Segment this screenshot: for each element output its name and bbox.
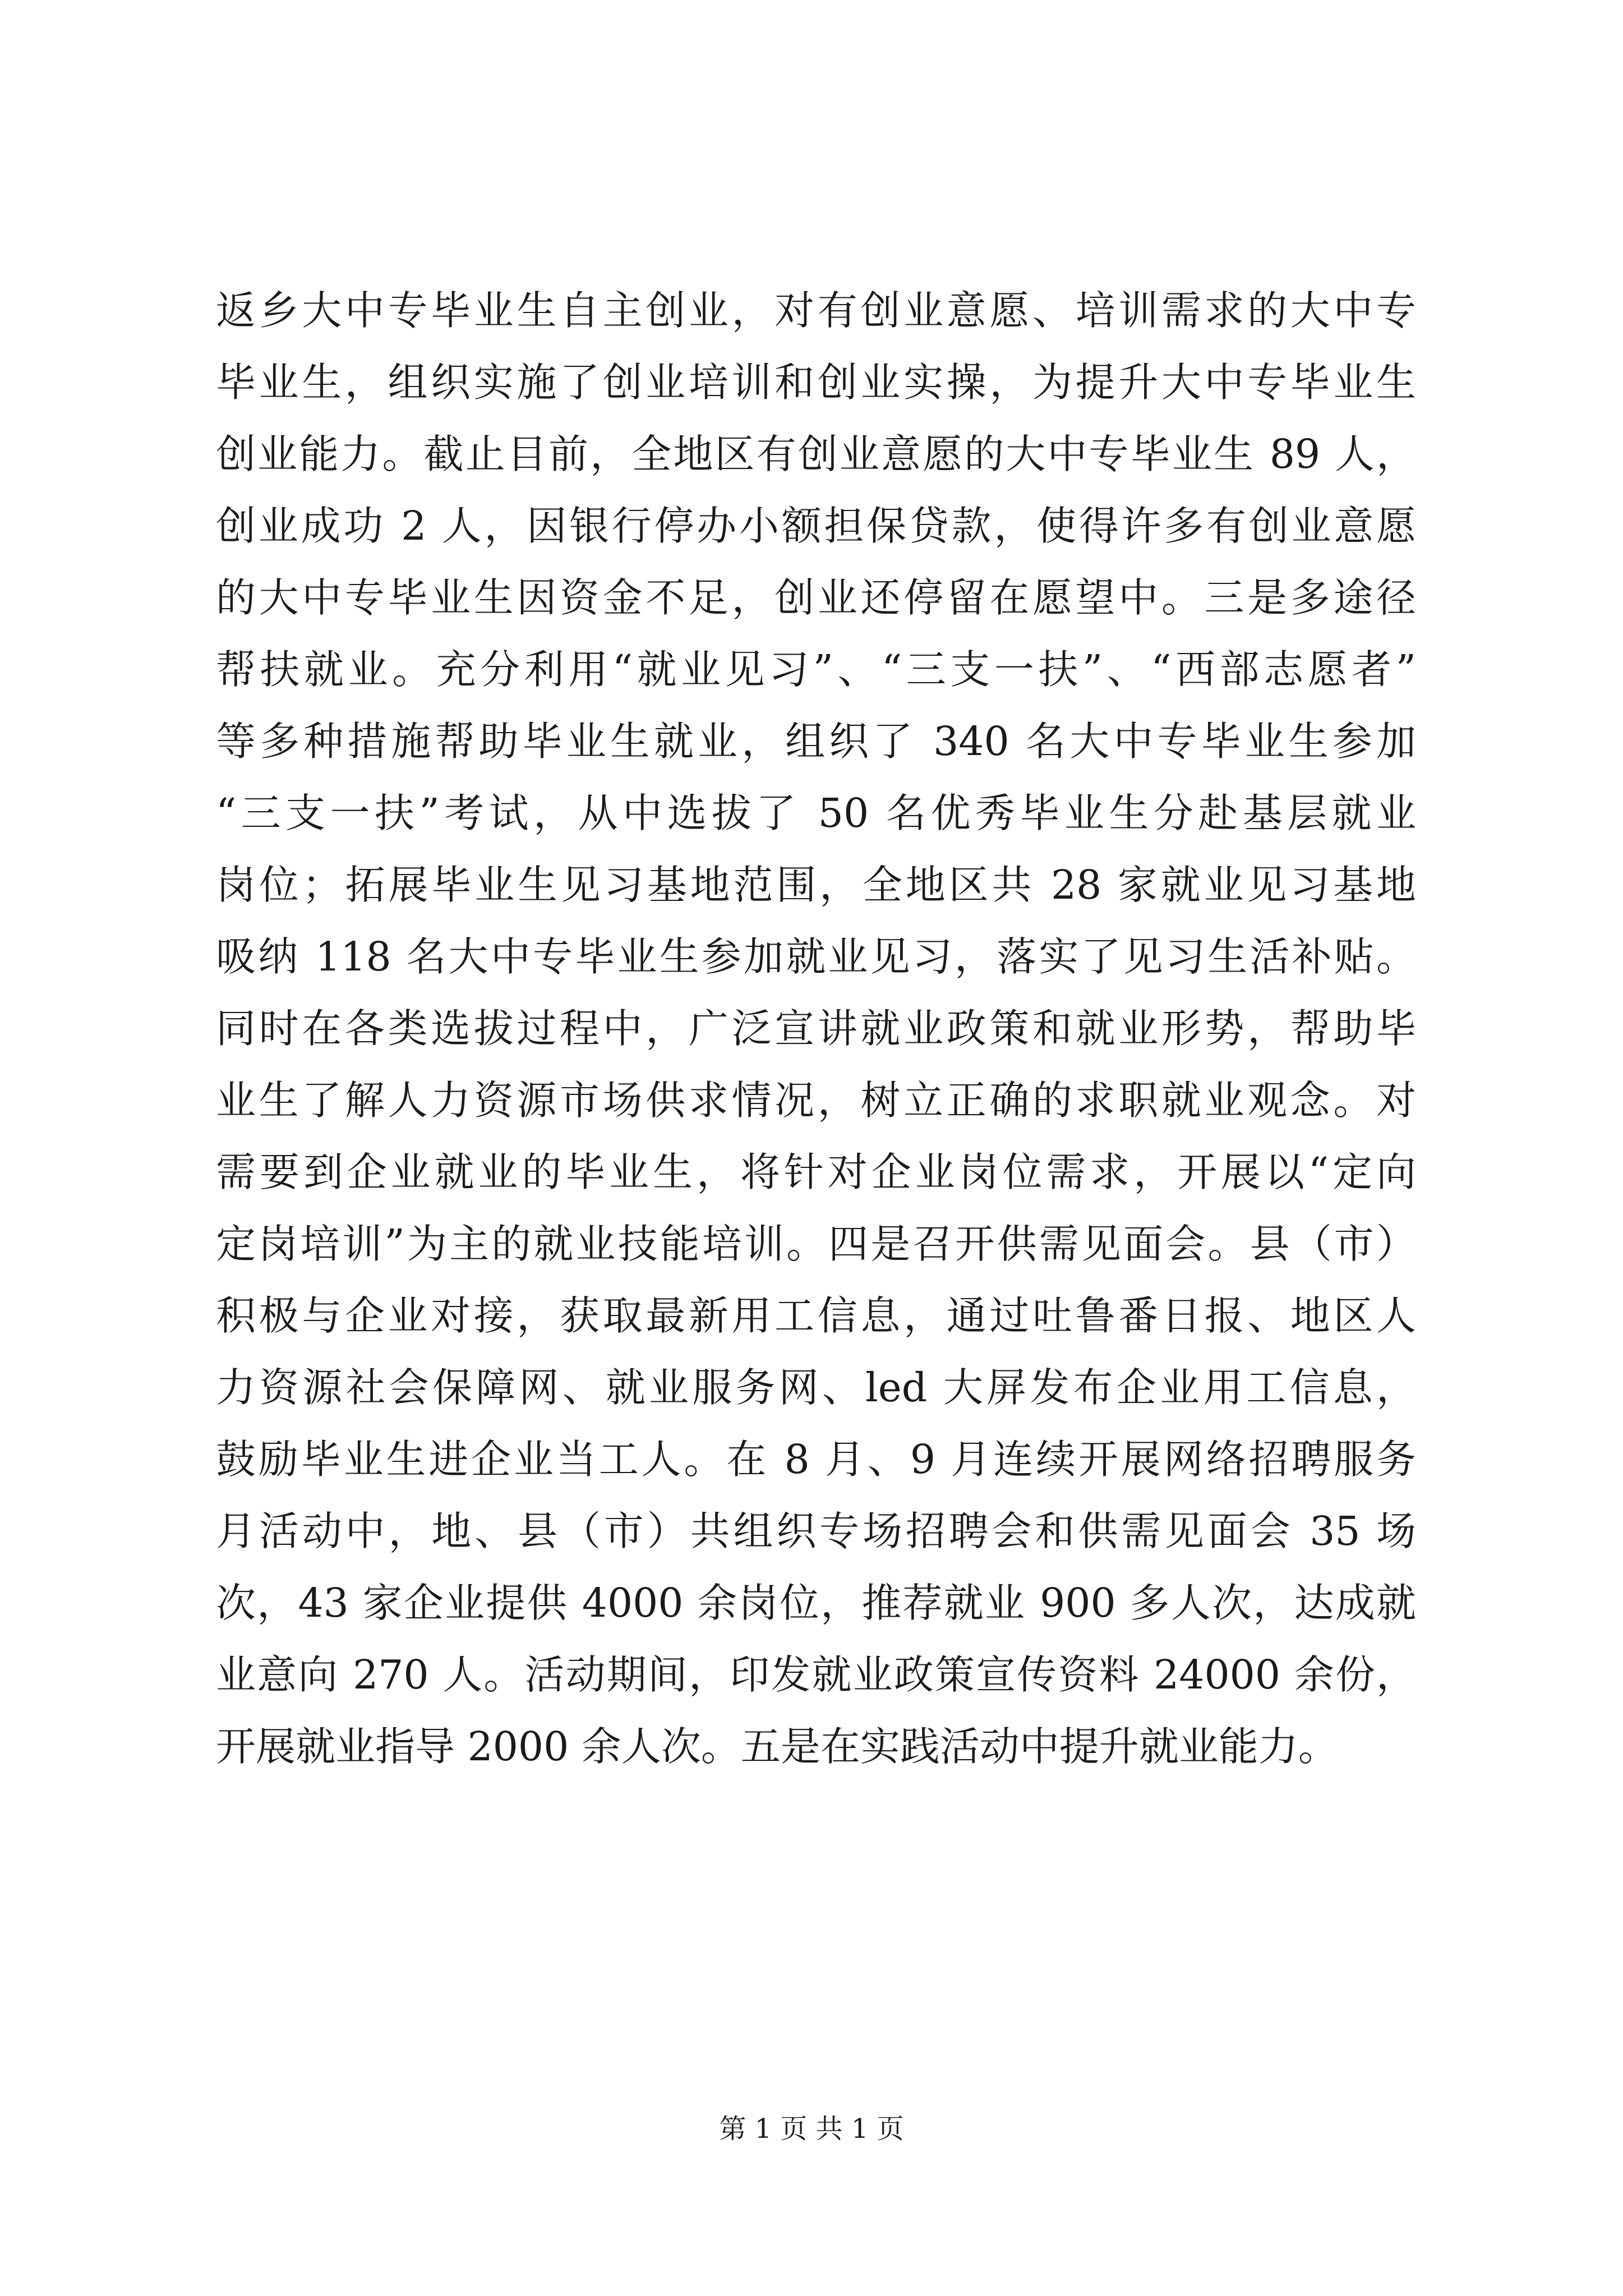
text-line: 力资源社会保障网、就业服务网、led 大屏发布企业用工信息， <box>216 1364 1416 1411</box>
text-line: 月活动中，地、县（市）共组织专场招聘会和供需见面会 35 场 <box>216 1508 1416 1554</box>
text-line: 业生了解人力资源市场供求情况，树立正确的求职就业观念。对 <box>216 1077 1416 1124</box>
text-line: 创业成功 2 人，因银行停办小额担保贷款，使得许多有创业意愿 <box>216 503 1416 549</box>
text-line: 需要到企业就业的毕业生，将针对企业岗位需求，开展以“定向 <box>216 1149 1416 1195</box>
text-line: 岗位；拓展毕业生见习基地范围，全地区共 28 家就业见习基地 <box>216 862 1416 908</box>
text-line: 吸纳 118 名大中专毕业生参加就业见习，落实了见习生活补贴。 <box>216 933 1416 980</box>
text-line: 同时在各类选拔过程中，广泛宣讲就业政策和就业形势，帮助毕 <box>216 1005 1416 1052</box>
text-line: 的大中专毕业生因资金不足，创业还停留在愿望中。三是多途径 <box>216 574 1416 621</box>
text-line: 开展就业指导 2000 余人次。五是在实践活动中提升就业能力。 <box>216 1723 1338 1770</box>
text-line: 毕业生，组织实施了创业培训和创业实操，为提升大中专毕业生 <box>216 359 1416 406</box>
body-text <box>216 275 1416 1783</box>
text-line: 积极与企业对接，获取最新用工信息，通过吐鲁番日报、地区人 <box>216 1292 1416 1339</box>
text-line: 返乡大中专毕业生自主创业，对有创业意愿、培训需求的大中专 <box>216 287 1416 334</box>
text-line: 帮扶就业。充分利用“就业见习”、“三支一扶”、“西部志愿者” <box>216 646 1416 693</box>
text-line: “三支一扶”考试，从中选拔了 50 名优秀毕业生分赴基层就业 <box>216 790 1416 836</box>
text-line: 业意向 270 人。活动期间，印发就业政策宣传资料 24000 余份， <box>216 1651 1416 1698</box>
text-line: 定岗培训”为主的就业技能培训。四是召开供需见面会。县（市） <box>216 1221 1416 1267</box>
text-line: 次，43 家企业提供 4000 余岗位，推荐就业 900 多人次，达成就 <box>216 1580 1416 1626</box>
text-line: 创业能力。截止目前，全地区有创业意愿的大中专毕业生 89 人， <box>216 431 1416 477</box>
text-line: 鼓励毕业生进企业当工人。在 8 月、9 月连续开展网络招聘服务 <box>216 1436 1416 1483</box>
page-footer: 第 1 页 共 1 页 <box>719 2113 904 2145</box>
text-line: 等多种措施帮助毕业生就业，组织了 340 名大中专毕业生参加 <box>216 718 1416 765</box>
